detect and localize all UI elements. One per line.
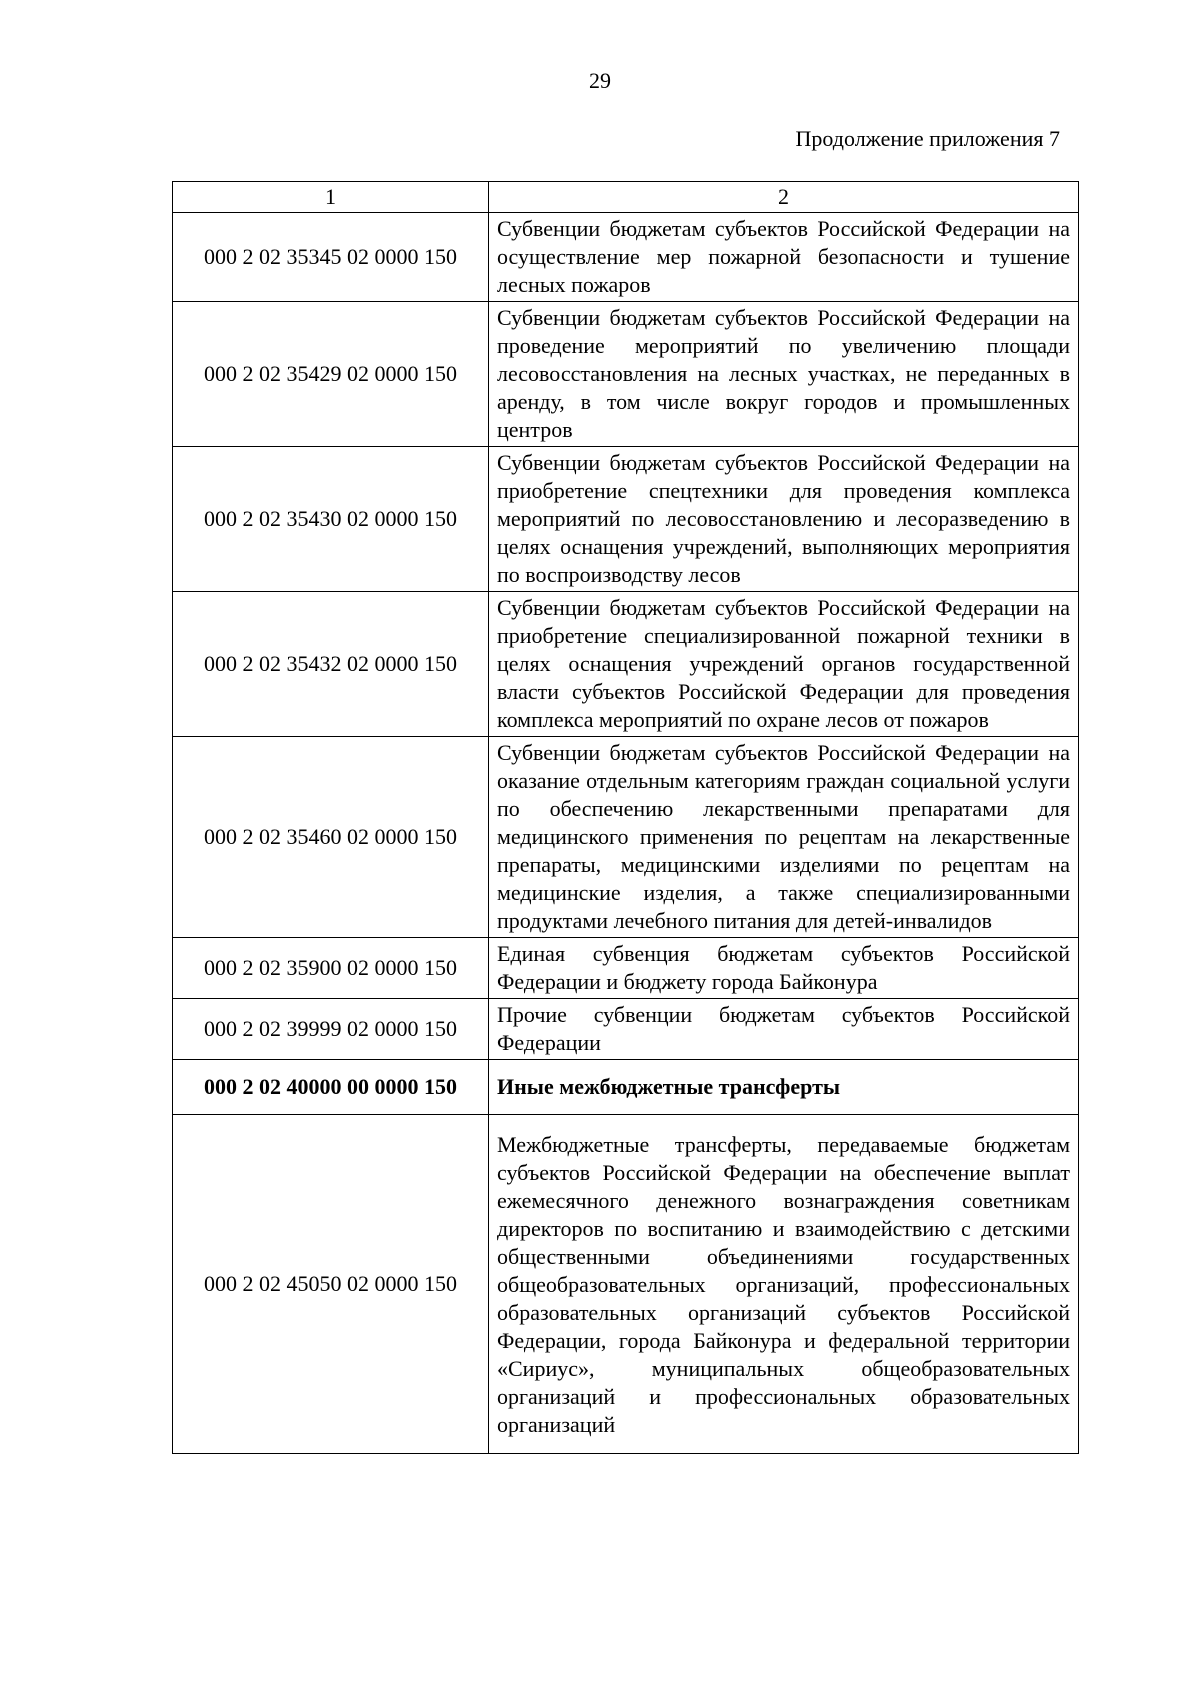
table-row [173,302,1079,447]
budget-code-cell: 000 2 02 35900 02 0000 150 [173,938,489,999]
table-row [173,938,1079,999]
description-cell: Субвенции бюджетам субъектов Российской Федерации на осуществление мер пожарной безопасности и тушение лесных пожаров [489,213,1079,302]
budget-code-cell: 000 2 02 35429 02 0000 150 [173,302,489,447]
description-cell: Иные межбюджетные трансферты [489,1060,1079,1115]
table-row [173,592,1079,737]
appendix-continuation-note: Продолжение приложения 7 [795,126,1060,151]
description-cell: Субвенции бюджетам субъектов Российской Федерации на проведение мероприятий по увеличению площади лесовосстановления на лесных участках, не переданных в аренду, в том числе вокруг городов и промышленных центров [489,302,1079,447]
budget-code-cell: 000 2 02 40000 00 0000 150 [173,1060,489,1115]
column-header-2: 2 [489,182,1079,213]
table-row [173,447,1079,592]
budget-code-cell: 000 2 02 35430 02 0000 150 [173,447,489,592]
column-header-1: 1 [173,182,489,213]
table-row [173,1115,1079,1454]
table-row [173,999,1079,1060]
description-cell: Прочие субвенции бюджетам субъектов Российской Федерации [489,999,1079,1060]
description-cell: Единая субвенция бюджетам субъектов Российской Федерации и бюджету города Байконура [489,938,1079,999]
budget-code-cell: 000 2 02 35460 02 0000 150 [173,737,489,938]
table-row [173,737,1079,938]
table-header-row [173,182,1079,213]
budget-code-cell: 000 2 02 35432 02 0000 150 [173,592,489,737]
budget-code-cell: 000 2 02 35345 02 0000 150 [173,213,489,302]
table-row-section-heading [173,1060,1079,1115]
page-number: 29 [589,68,611,93]
description-cell: Субвенции бюджетам субъектов Российской Федерации на оказание отдельным категориям граждан социальной услуги по обеспечению лекарственными препаратами для медицинского применения по рецептам на лекарственные препараты, медицинскими изделиями по рецептам на медицинские изделия, а также специализированными продуктами лечебного питания для детей-инвалидов [489,737,1079,938]
description-cell: Субвенции бюджетам субъектов Российской Федерации на приобретение спецтехники для проведения комплекса мероприятий по лесовосстановлению и лесоразведению в целях оснащения учреждений, выполняющих мероприятия по воспроизводству лесов [489,447,1079,592]
budget-codes-table [172,181,1079,1454]
budget-code-cell: 000 2 02 45050 02 0000 150 [173,1115,489,1454]
budget-code-cell: 000 2 02 39999 02 0000 150 [173,999,489,1060]
table-row [173,213,1079,302]
description-cell: Межбюджетные трансферты, передаваемые бюджетам субъектов Российской Федерации на обеспечение выплат ежемесячного денежного вознаграждения советникам директоров по воспитанию и взаимодействию с детскими общественными объединениями государственных общеобразовательных организаций, профессиональных образовательных организаций субъектов Российской Федерации, города Байконура и федеральной территории «Сириус», муниципальных общеобразовательных организаций и профессиональных образовательных организаций [489,1115,1079,1454]
description-cell: Субвенции бюджетам субъектов Российской Федерации на приобретение специализированной пожарной техники в целях оснащения учреждений органов государственной власти субъектов Российской Федерации для проведения комплекса мероприятий по охране лесов от пожаров [489,592,1079,737]
